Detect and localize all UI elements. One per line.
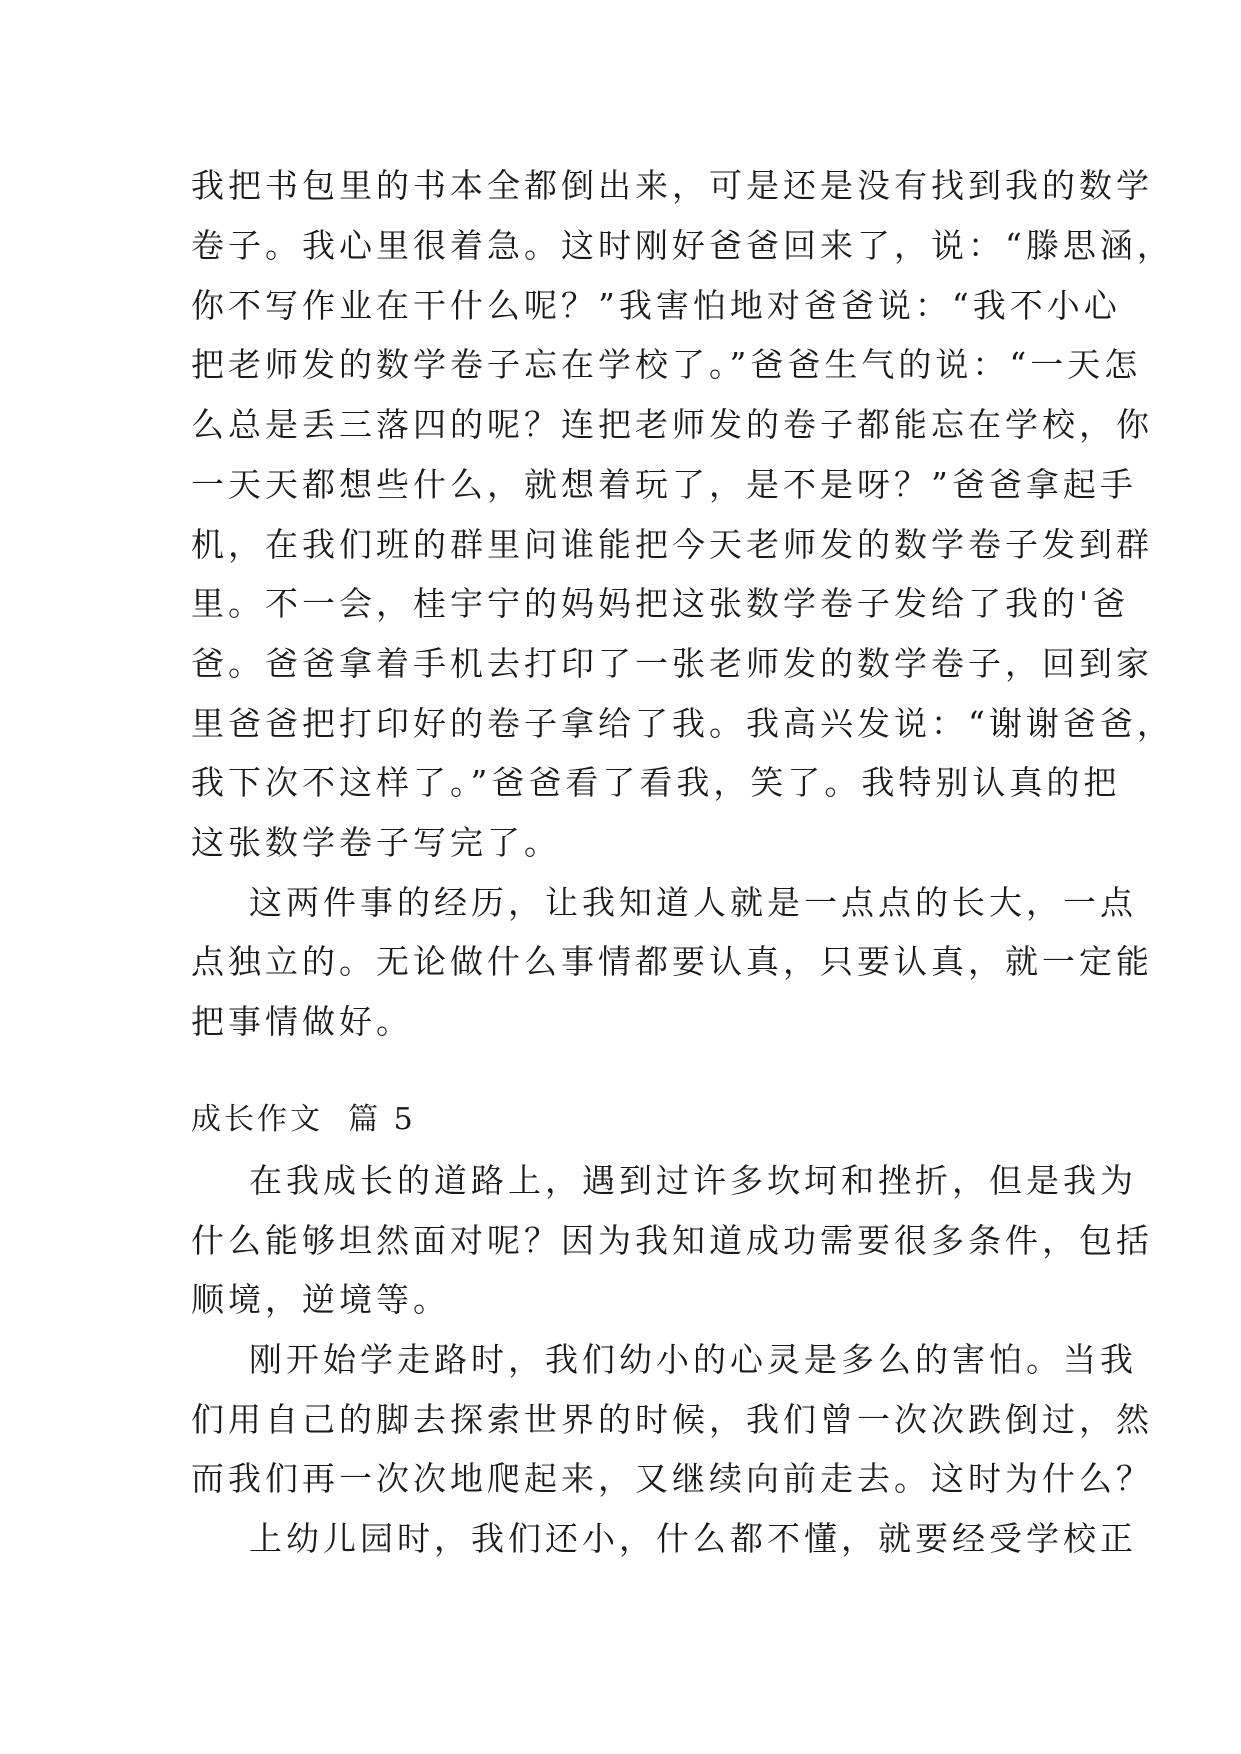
paragraph-line: 爸。爸爸拿着手机去打印了一张老师发的数学卷子，回到家 [191, 644, 1153, 683]
paragraph-line: 点独立的。无论做什么事情都要认真，只要认真，就一定能 [191, 942, 1153, 981]
paragraph-line: 这张数学卷子写完了。 [191, 823, 561, 862]
paragraph-line: 把事情做好。 [191, 1002, 413, 1041]
paragraph-line: 这两件事的经历，让我知道人就是一点点的长大，一点 [191, 883, 1137, 922]
paragraph-line: 机，在我们班的群里问谁能把今天老师发的数学卷子发到群 [191, 525, 1153, 564]
paragraph-line: 们用自己的脚去探索世界的时候，我们曾一次次跌倒过，然 [191, 1400, 1153, 1439]
paragraph-line: 我下次不这样了。”爸爸看了看我，笑了。我特别认真的把 [191, 763, 1121, 802]
section-heading: 成长作文 篇 5 [191, 1102, 416, 1137]
paragraph-line: 一天天都想些什么，就想着玩了，是不是呀？”爸爸拿起手 [191, 465, 1137, 504]
paragraph-line: 里。不一会，桂宇宁的妈妈把这张数学卷子发给了我的'爸 [191, 584, 1130, 623]
paragraph-line: 什么能够坦然面对呢？因为我知道成功需要很多条件，包括 [191, 1221, 1153, 1260]
paragraph-line: 么总是丢三落四的呢？连把老师发的卷子都能忘在学校，你 [191, 405, 1153, 444]
paragraph-line: 你不写作业在干什么呢？”我害怕地对爸爸说：“我不小心 [191, 286, 1121, 325]
paragraph-line: 我把书包里的书本全都倒出来，可是还是没有找到我的数学 [191, 166, 1153, 205]
paragraph-line: 把老师发的数学卷子忘在学校了。”爸爸生气的说：“一天怎 [191, 345, 1142, 384]
paragraph-line: 而我们再一次次地爬起来，又继续向前走去。这时为什么？ [191, 1459, 1153, 1498]
paragraph-line: 上幼儿园时，我们还小，什么都不懂，就要经受学校正 [191, 1519, 1137, 1558]
paragraph-line: 卷子。我心里很着急。这时刚好爸爸回来了，说：“滕思涵， [191, 226, 1174, 265]
paragraph-line: 在我成长的道路上，遇到过许多坎坷和挫折，但是我为 [191, 1161, 1137, 1200]
paragraph-line: 里爸爸把打印好的卷子拿给了我。我高兴发说：“谢谢爸爸， [191, 704, 1174, 743]
paragraph-line: 顺境，逆境等。 [191, 1280, 450, 1319]
paragraph-line: 刚开始学走路时，我们幼小的心灵是多么的害怕。当我 [191, 1340, 1137, 1379]
